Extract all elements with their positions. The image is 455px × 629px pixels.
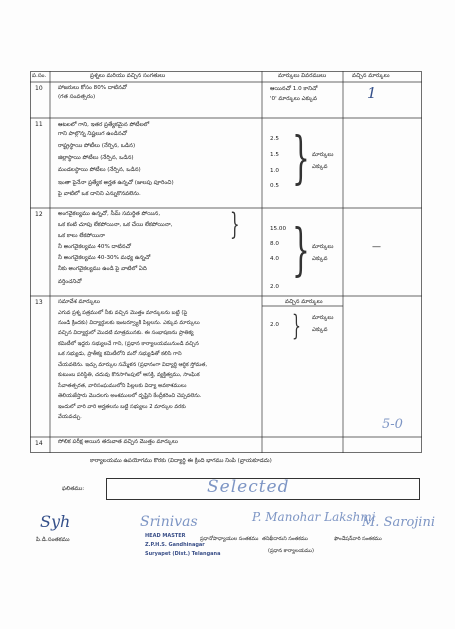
row-11-line: గాని పాల్గొన్న నిష్టలుగ ఉండినచో bbox=[58, 131, 128, 137]
result-label: ఫలితము: bbox=[62, 486, 85, 492]
row-12-marks-got: — bbox=[372, 242, 381, 252]
stamp-line: HEAD MASTER bbox=[145, 533, 186, 539]
header-marks-got: వచ్చిన మార్కులు bbox=[352, 73, 390, 79]
row-11-brace: } bbox=[292, 126, 310, 191]
row-13-brace: } bbox=[292, 309, 301, 342]
row-11-mark-value: 1.5 bbox=[270, 152, 279, 158]
row-11-line: ఇంతా పైనేనా ప్రత్యేక అర్హత ఉన్నచో (జులపు పూరించి) bbox=[58, 180, 174, 186]
signature-inspector: P. Manohar Lakshmi bbox=[252, 510, 376, 524]
row-11-mark-value: 1.0 bbox=[270, 168, 279, 174]
result-value: Selected bbox=[207, 477, 290, 497]
signature-pd-caption: పి.డి.సంతకము bbox=[36, 537, 70, 543]
caption-inspector: తనిఖీదారుని సంతకము bbox=[262, 536, 308, 542]
row-12-line: ఒక కంటి చూపు లేకపోయినా, ఒక చేయి లేకపోయినా, bbox=[58, 222, 173, 228]
marks-table bbox=[30, 71, 422, 453]
signature-pd: Syh bbox=[40, 512, 71, 531]
row-12-mark-value: 15.00 bbox=[270, 226, 287, 232]
row-12-mark-value: 8.0 bbox=[270, 241, 279, 247]
row-12-marks-note: మార్కులు bbox=[312, 244, 334, 250]
row-12-line: వర్తించనిచో bbox=[58, 279, 82, 285]
row-11-line: రాష్ట్రస్థాయి పోటీలు (నేర్పిన, ఒడిన) bbox=[58, 143, 136, 149]
row-13-mark-value: 2.0 bbox=[270, 322, 279, 328]
row-13-line: ఇందులో వారి వారి అర్హతలను బట్టి సభ్యులు 2 మార్కుల వరకు bbox=[58, 404, 186, 410]
row-13-line: వేయవచ్చు. bbox=[58, 414, 82, 420]
row-12-line: నీ అంగవైకల్యము 40-30% మధ్య ఉన్నచో bbox=[58, 255, 151, 261]
row-12-brace: } bbox=[292, 218, 310, 283]
row-12-marks-note: ఎక్కువ bbox=[312, 256, 328, 262]
row-13-line: ఎగువ ప్రశ్న పత్రములో నీకు వచ్చిన మొత్తం మార్కులను బట్టి (పై bbox=[58, 310, 188, 316]
header-marks-details: మార్కులు వివరములు bbox=[278, 73, 327, 79]
row-14-line: సోలిక పరీక్ష అయిన తరువాత వచ్చిన మొత్తం మార్కులు bbox=[58, 439, 178, 445]
row-12-line: అంగవైకల్యము ఉన్నచో, సీమ్ సమర్థిత పోయిన, bbox=[58, 211, 161, 217]
row-10-marks-got: 1 bbox=[367, 84, 377, 102]
caption-headmaster: ప్రధానోపాధ్యాయుల సంతకము bbox=[200, 536, 259, 542]
row-12-line: నీ అంగవైకల్యము 40% దాటినచో bbox=[58, 244, 131, 250]
row-13-line: కమిటీలో ఇద్దరు సభ్యులచే గాని, (ప్రధాన కార్యాలయమునుండి వచ్చిన bbox=[58, 341, 199, 347]
signature-foundation: M. Sarojini bbox=[362, 515, 435, 530]
row-13-title: సమావేశ మార్కులు bbox=[58, 299, 100, 305]
row-10-number: 10 bbox=[35, 85, 43, 92]
row-11-line: ఆటలలో గాని, ఇతర ప్రత్యేకమైన పోటీలలో bbox=[58, 122, 150, 128]
row-12-number: 12 bbox=[35, 211, 43, 218]
row-12-line: నీకు అంగవైకల్యము ఉండి పై వాటిలో ఏది bbox=[58, 266, 147, 272]
row-13-marks-note: ఎక్కువ bbox=[312, 327, 328, 333]
row-14-number: 14 bbox=[35, 440, 43, 447]
row-13-line: ఒక సభ్యుడు, ప్రాతీక్య కమిటీలోని మరో సభ్యుడితో కలిసి గాని bbox=[58, 351, 182, 357]
row-13-line: నుండి క్రిందకు) విద్యార్థులకు ఇంటర్వ్యూకి పిల్లలను. ఎక్కువ మార్కులు bbox=[58, 320, 200, 326]
row-11-marks-note: ఎక్కువ bbox=[312, 164, 328, 170]
row-12-brace-left: } bbox=[230, 207, 240, 242]
row-10-marks: '0' మార్కులు ఎక్కువ bbox=[270, 96, 318, 102]
office-use-note: కార్యాలయము ఉపయోగము కొరకు (విద్యార్థి ఈ క్రింది భాగము నింపి (వ్రాయకూడదు) bbox=[90, 458, 272, 464]
result-box bbox=[106, 478, 420, 500]
row-10-marks: ఆయినచో 1.0 కానిచో bbox=[270, 86, 318, 92]
row-11-line: మండలస్థాయి పోటీలు (నేర్పిన, ఒడిన) bbox=[58, 167, 141, 173]
row-11-number: 11 bbox=[35, 121, 43, 128]
row-13-line: వచ్చిన విద్యార్థులో మొదటి మాత్రమునకు. ఈ సంభాషణను ప్రాతిక్య bbox=[58, 330, 194, 336]
row-12-line: ఒక కాలు లేకపోయినా bbox=[58, 233, 105, 239]
row-13-marks-note: మార్కులు bbox=[312, 315, 334, 321]
header-criteria: ప్రశ్నలు మరియు వచ్చిన సంగతులు bbox=[90, 73, 166, 79]
row-13-line: చేయవలెను. ఇచ్చు మార్కుల సమ్మేళన (ప్రధానంగా విద్యార్థి ఆర్థిక స్తోమత, bbox=[58, 362, 208, 368]
row-11-mark-value: 0.5 bbox=[270, 183, 279, 189]
caption-foundation: ఫౌండేషన్‌వారి సంతకము bbox=[334, 536, 382, 542]
row-11-line: పై వాటిలో ఒక దానిని ఎన్నుకొనవలెను. bbox=[58, 191, 141, 197]
row-11-mark-value: 2.5 bbox=[270, 136, 279, 142]
row-11-marks-note: మార్కులు bbox=[312, 152, 334, 158]
row-13-line: సేవాతత్పరత, వారిసంఘములోని పిల్లలకు విద్యా అవకాశములు bbox=[58, 383, 187, 389]
row-11-line: జిల్లాస్థాయి పోటీలు (నేర్పిన, ఒడిన) bbox=[58, 155, 134, 161]
row-13-line: కుటుంబ పరిస్థితి, చదువు కొనసాగింపులో ఆసక్తి, వ్యక్తిత్వము, సాంఘిక bbox=[58, 372, 200, 378]
row-10-line: (గత సంవత్సరం) bbox=[58, 94, 96, 100]
stamp-line: Z.P.H.S. Gandhinagar bbox=[145, 542, 205, 548]
row-13-number: 13 bbox=[35, 299, 43, 306]
row-12-mark-value: 2.0 bbox=[270, 284, 279, 290]
row-13-marks-got: 5-0 bbox=[382, 417, 403, 432]
row-13-line: తెలియజేస్తారు మొదలగు అంశములలో దృష్టిని కేంద్రీకరించి చెప్పవలెను. bbox=[58, 393, 202, 399]
signature-headmaster: Srinivas bbox=[140, 514, 198, 530]
row-12-mark-value: 4.0 bbox=[270, 256, 279, 262]
caption-head-office: (ప్రధాన కార్యాలయము) bbox=[268, 548, 314, 554]
header-sno: ప.సం. bbox=[32, 73, 47, 79]
stamp-line: Suryapet (Dist.) Telangana bbox=[145, 551, 221, 557]
row-10-line: హాజరులు కోసం 80% దాటినవో bbox=[58, 85, 128, 91]
row-13-marks-header: వచ్చిన మార్కులు bbox=[285, 299, 323, 305]
